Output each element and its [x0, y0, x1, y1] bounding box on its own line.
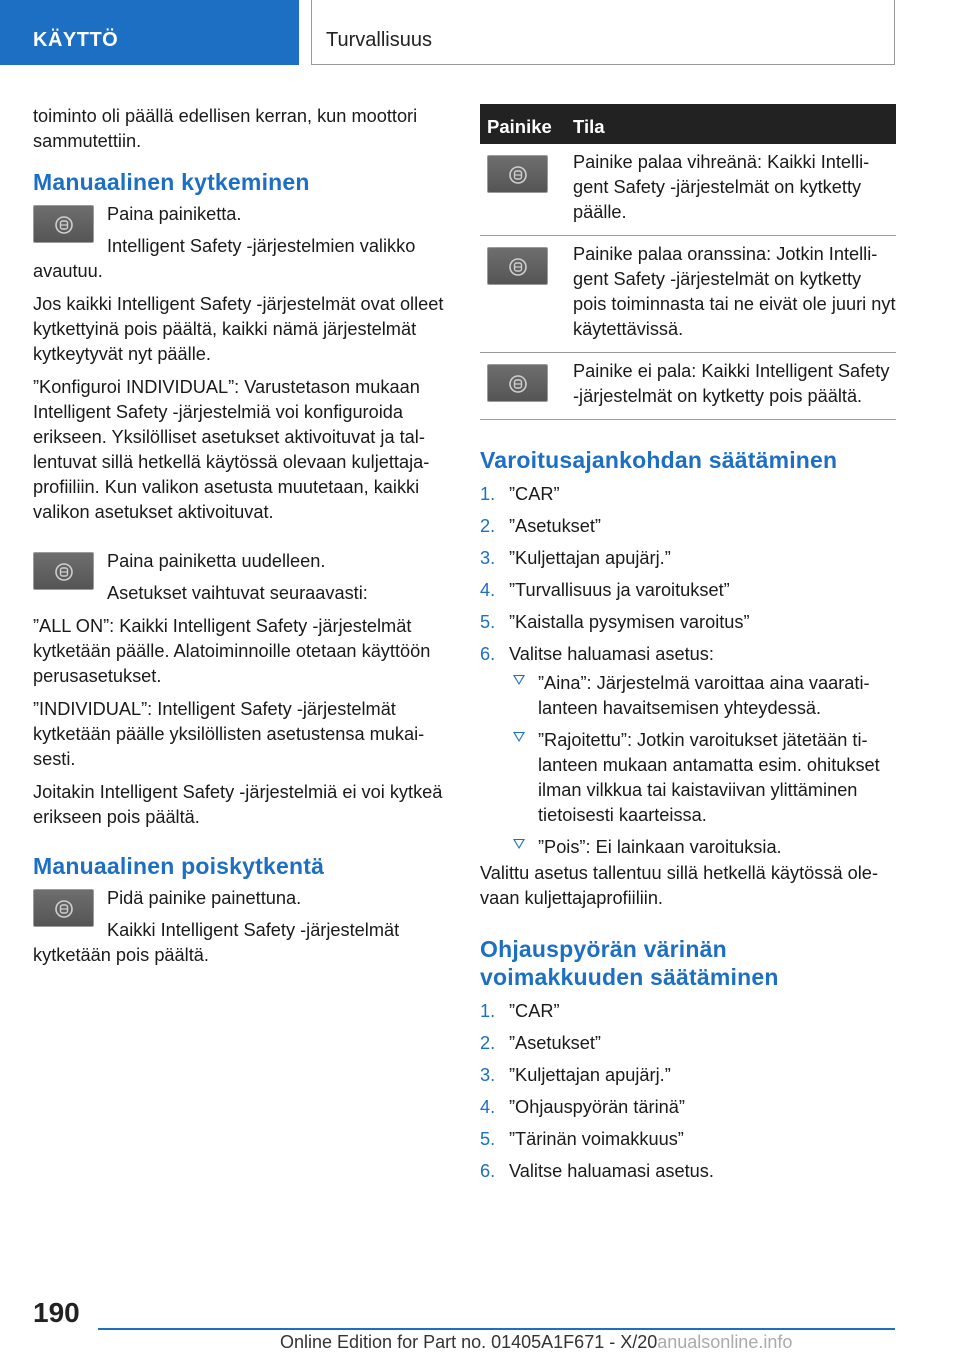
step-text: ”Turvallisuus ja varoitukset”: [509, 580, 730, 600]
instruction-menu-opens: [33, 234, 449, 284]
step-text: ”Kaistalla pysymisen varoitus”: [509, 612, 750, 632]
edition-text: Online Edition for Part no. 01405A1F671 - X/20: [280, 1332, 658, 1352]
intelligent-safety-button-image: [487, 155, 548, 193]
instruction-press: Paina painiketta.: [107, 204, 242, 224]
safety-car-icon: [509, 374, 527, 394]
option-text: ”Aina”: Järjestelmä varoittaa aina vaaratilanteen havaitsemisen yhteydessä.: [538, 673, 870, 718]
button-block-press-again: [33, 549, 449, 606]
step-text: ”Asetukset”: [509, 1033, 601, 1053]
chapter-tab: [311, 0, 895, 65]
step-number: 3.: [480, 548, 496, 568]
list-item: [509, 671, 896, 721]
bullet-triangle-icon: [513, 732, 525, 742]
safety-car-icon: [55, 215, 73, 235]
list-item: [480, 1095, 896, 1120]
step-text: ”Asetukset”: [509, 516, 601, 536]
paragraph-all-off: Jos kaikki Intelligent Safety -järjestelmät ovat olleet kytkettyinä pois päältä, kaikki nämä järjestelmät kytkeytyvät nyt päälle.: [33, 294, 444, 364]
heading-manual-deactivation: Manuaalinen poiskytkentä: [33, 853, 325, 879]
paragraph-setting-saved: Valittu asetus tallentuu sillä hetkellä käytössä olevaan kuljettajaprofiiliin.: [480, 863, 878, 908]
intelligent-safety-button-image: [487, 247, 548, 285]
button-block-hold: [33, 886, 449, 968]
step-text: ”CAR”: [509, 484, 560, 504]
step-number: 1.: [480, 1001, 496, 1021]
instruction-hold: Pidä painike painettuna.: [107, 888, 302, 908]
button-state-table: [480, 104, 896, 420]
paragraph-continued: toiminto oli päällä edellisen kerran, kun moottori sammutettiin.: [33, 106, 418, 151]
step-text: ”Ohjauspyörän tärinä”: [509, 1097, 685, 1117]
instruction-all-off: [33, 918, 449, 968]
table-row: [480, 353, 896, 420]
instruction-press-again: Paina painiketta uudelleen.: [107, 551, 326, 571]
list-item: [480, 514, 896, 539]
instruction-settings-change: Asetukset vaihtuvat seuraavasti:: [107, 583, 368, 603]
list-item: [480, 546, 896, 571]
paragraph-configure: ”Konfiguroi INDIVIDUAL”: Varustetason mukaan Intelligent Safety -järjestelmiä voi konfiguroida erikseen. Yksilölliset asetukset aktivoituvat ja tallentuvat sillä hetkellä käytössä olevaan kuljettajaprofiiliin. Kun valikon asetusta muutetaan, kaikki valikon asetukset aktivoituvat.: [33, 377, 430, 522]
list-item: [480, 610, 896, 635]
heading-manual-activation: Manuaalinen kytkeminen: [33, 169, 310, 195]
watermark-text: anualsonline.info: [657, 1332, 793, 1352]
footer-edition: [280, 1332, 792, 1353]
left-column: [33, 104, 449, 976]
intelligent-safety-button-image: [33, 552, 94, 590]
state-description: Painike palaa vihreänä: Kaikki Intelligent Safety -järjestelmät on kytketty päälle.: [573, 152, 870, 222]
step-text: Valitse haluamasi asetus.: [509, 1161, 714, 1181]
list-item: [480, 1031, 896, 1056]
safety-car-icon: [55, 899, 73, 919]
section-title: KÄYTTÖ: [33, 29, 119, 51]
page-number: 190: [33, 1297, 80, 1328]
heading-line-2: voimakkuuden säätäminen: [480, 964, 779, 990]
step-number: 5.: [480, 1129, 496, 1149]
table-header: [480, 104, 896, 144]
paragraph-all-on: ”ALL ON”: Kaikki Intelligent Safety -järjestelmät kytketään päälle. Alatoiminnoille otetaan käyttöön perusasetukset.: [33, 616, 431, 686]
list-item: [480, 1063, 896, 1088]
step-text: ”Kuljettajan apujärj.”: [509, 548, 671, 568]
menu-opens-text: Intelligent Safety -järjestelmien valikko avautuu.: [33, 236, 416, 281]
safety-car-icon: [509, 257, 527, 277]
heading-warning-timing: Varoitusajankohdan säätäminen: [480, 447, 838, 473]
list-item: [480, 999, 896, 1024]
list-item: [480, 578, 896, 603]
intelligent-safety-button-image: [33, 889, 94, 927]
list-item: [480, 1127, 896, 1152]
button-block-press: [33, 202, 449, 284]
list-item: [509, 728, 896, 828]
step-number: 2.: [480, 516, 496, 536]
intelligent-safety-button-image: [33, 205, 94, 243]
warning-steps-list: [480, 482, 896, 860]
vibration-steps-list: [480, 999, 896, 1184]
list-item: [480, 642, 896, 860]
safety-car-icon: [509, 165, 527, 185]
step-text: Valitse haluamasi asetus:: [509, 644, 714, 664]
heading-line-1: Ohjauspyörän värinän: [480, 936, 727, 962]
step-number: 3.: [480, 1065, 496, 1085]
paragraph-some-systems: Joitakin Intelligent Safety -järjestelmiä ei voi kytkeä erikseen pois päältä.: [33, 782, 443, 827]
step-text: ”Tärinän voimakkuus”: [509, 1129, 684, 1149]
step-number: 4.: [480, 580, 496, 600]
step-number: 6.: [480, 644, 496, 664]
chapter-title: Turvallisuus: [326, 29, 432, 51]
column-header-state: Tila: [573, 116, 605, 137]
bullet-triangle-icon: [513, 675, 525, 685]
footer-divider: [98, 1328, 895, 1330]
step-number: 2.: [480, 1033, 496, 1053]
bullet-triangle-icon: [513, 839, 525, 849]
right-column: [480, 104, 896, 1191]
step-number: 5.: [480, 612, 496, 632]
step-number: 4.: [480, 1097, 496, 1117]
option-text: ”Pois”: Ei lainkaan varoituksia.: [538, 837, 782, 857]
list-item: [480, 482, 896, 507]
warning-options-list: [509, 671, 896, 860]
step-number: 1.: [480, 484, 496, 504]
state-description: Painike ei pala: Kaikki Intelligent Safety -järjestelmät on kytketty pois päältä.: [573, 361, 890, 406]
step-number: 6.: [480, 1161, 496, 1181]
step-text: ”Kuljettajan apujärj.”: [509, 1065, 671, 1085]
table-row: [480, 236, 896, 353]
section-tab: [0, 0, 299, 65]
paragraph-individual: ”INDIVIDUAL”: Intelligent Safety -järjestelmät kytketään päälle yksilöllisten asetustensa mukaisesti.: [33, 699, 425, 769]
heading-vibration-intensity: [480, 935, 896, 991]
state-description: Painike palaa oranssina: Jotkin Intelligent Safety -järjestelmät on kytketty pois toiminnasta tai ne eivät ole juuri nyt käytettävissä.: [573, 244, 896, 339]
list-item: [480, 1159, 896, 1184]
step-text: ”CAR”: [509, 1001, 560, 1021]
all-off-text: Kaikki Intelligent Safety -järjestelmät kytketään pois päältä.: [33, 920, 400, 965]
option-text: ”Rajoitettu”: Jotkin varoitukset jätetään tilanteen mukaan antamatta esim. ohitukset ilman vilkkua tai kaistaviivan ylittäminen tietoisesti kaarteissa.: [538, 730, 880, 825]
list-item: [509, 835, 896, 860]
intelligent-safety-button-image: [487, 364, 548, 402]
table-row: [480, 144, 896, 236]
column-header-button: Painike: [487, 116, 552, 137]
safety-car-icon: [55, 562, 73, 582]
